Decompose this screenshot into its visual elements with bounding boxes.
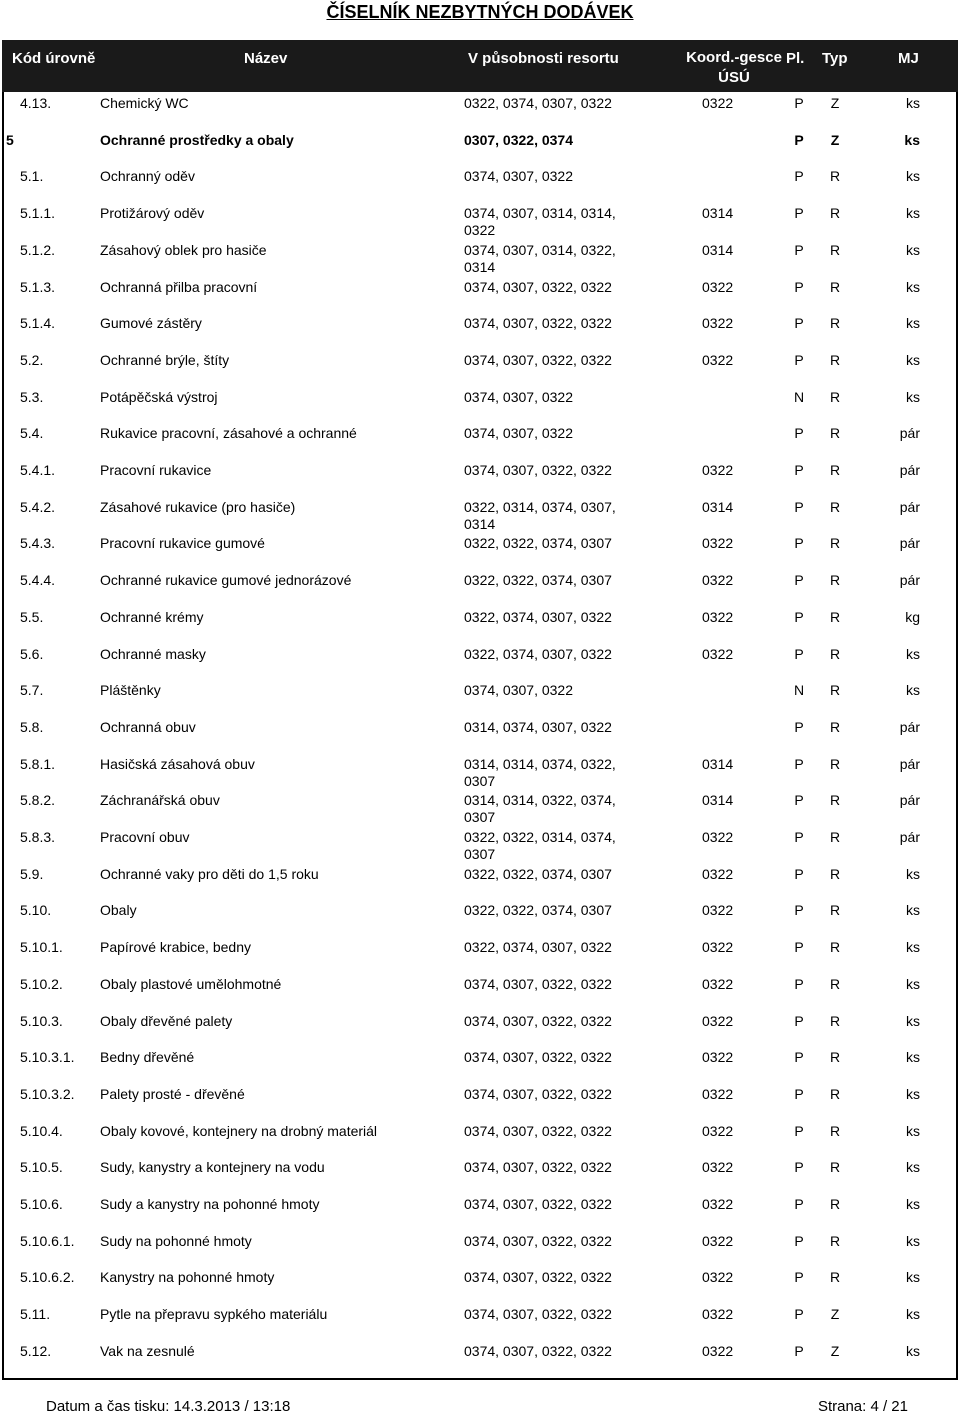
row-plan: P <box>794 902 804 918</box>
row-type: R <box>829 1159 841 1175</box>
row-code: 5.12. <box>20 1343 52 1359</box>
row-unit: pár <box>899 572 920 588</box>
row-name: Obaly kovové, kontejnery na drobný materiál <box>100 1123 378 1139</box>
row-unit: ks <box>906 95 920 111</box>
table-row <box>2 277 958 313</box>
row-departments: 0322, 0374, 0307, 0322 <box>464 939 612 955</box>
table-row <box>2 313 958 349</box>
row-coordinator: 0314 <box>702 792 734 808</box>
row-plan: P <box>794 719 804 735</box>
col-header-typ: Typ <box>822 50 848 67</box>
row-unit: ks <box>906 1306 920 1322</box>
row-coordinator: 0314 <box>702 205 734 221</box>
row-code: 5.10.6.2. <box>20 1269 75 1285</box>
table-row <box>2 864 958 900</box>
row-plan: P <box>794 792 804 808</box>
row-code: 5.10. <box>20 902 52 918</box>
row-type: R <box>829 1123 841 1139</box>
row-coordinator: 0322 <box>702 1306 734 1322</box>
table-row <box>2 1194 958 1230</box>
row-departments: 0322, 0374, 0307, 0322 <box>464 646 612 662</box>
row-type: R <box>829 646 841 662</box>
row-type: Z <box>830 95 840 111</box>
table-row <box>2 387 958 423</box>
row-plan: P <box>794 1343 804 1359</box>
row-coordinator: 0322 <box>702 572 734 588</box>
row-unit: pár <box>899 425 920 441</box>
row-name: Ochranné rukavice gumové jednorázové <box>100 572 352 588</box>
row-type: R <box>829 829 841 845</box>
col-header-koord: Koord.-gesce ÚSÚ <box>686 49 782 86</box>
row-plan: P <box>794 352 804 368</box>
row-departments: 0374, 0307, 0322, 0322 <box>464 1269 612 1285</box>
row-type: R <box>829 168 841 184</box>
row-departments: 0322, 0322, 0374, 0307 <box>464 572 612 588</box>
row-code: 5.2. <box>20 352 44 368</box>
row-unit: ks <box>906 1343 920 1359</box>
row-plan: P <box>794 1233 804 1249</box>
row-unit: pár <box>899 792 920 808</box>
row-code: 5.1.3. <box>20 279 56 295</box>
row-coordinator: 0322 <box>702 279 734 295</box>
row-name: Ochranný oděv <box>100 168 195 184</box>
table-row <box>2 680 958 716</box>
table-row <box>2 1084 958 1120</box>
row-unit: ks <box>906 866 920 882</box>
col-header-vpusobnosti: V působnosti resortu <box>468 50 619 67</box>
row-unit: ks <box>904 132 920 148</box>
row-code: 5.1.4. <box>20 315 56 331</box>
row-type: R <box>829 866 841 882</box>
table-row <box>2 717 958 753</box>
table-row <box>2 790 958 826</box>
row-type: R <box>829 425 841 441</box>
row-name: Záchranářská obuv <box>100 792 220 808</box>
table-row <box>2 607 958 643</box>
row-type: R <box>829 1233 841 1249</box>
table-row <box>2 460 958 496</box>
row-name: Ochranné vaky pro děti do 1,5 roku <box>100 866 319 882</box>
row-unit: ks <box>906 315 920 331</box>
row-name: Pracovní rukavice <box>100 462 212 478</box>
row-name: Potápěčská výstroj <box>100 389 218 405</box>
row-name: Ochranné brýle, štíty <box>100 352 230 368</box>
row-unit: ks <box>906 682 920 698</box>
row-coordinator: 0322 <box>702 866 734 882</box>
row-coordinator: 0322 <box>702 1159 734 1175</box>
row-coordinator: 0322 <box>702 535 734 551</box>
row-code: 5.10.3.2. <box>20 1086 75 1102</box>
row-coordinator: 0322 <box>702 646 734 662</box>
row-departments: 0374, 0307, 0322, 0322 <box>464 1013 612 1029</box>
row-plan: P <box>794 646 804 662</box>
row-unit: ks <box>906 168 920 184</box>
row-type: R <box>829 535 841 551</box>
row-departments: 0374, 0307, 0322, 0322 <box>464 1233 612 1249</box>
page-number: Strana: 4 / 21 <box>817 1398 908 1415</box>
row-type: R <box>829 1269 841 1285</box>
row-unit: ks <box>906 1013 920 1029</box>
row-name: Zásahové rukavice (pro hasiče) <box>100 499 296 515</box>
row-code: 5.8. <box>20 719 44 735</box>
row-plan: P <box>794 756 804 772</box>
table-row <box>2 130 958 166</box>
row-code: 5.10.2. <box>20 976 63 992</box>
row-name: Ochranné krémy <box>100 609 204 625</box>
row-name: Ochranná obuv <box>100 719 196 735</box>
row-plan: P <box>794 976 804 992</box>
table-row <box>2 1047 958 1083</box>
row-code: 5.10.5. <box>20 1159 63 1175</box>
row-coordinator: 0314 <box>702 756 734 772</box>
row-name: Sudy, kanystry a kontejnery na vodu <box>100 1159 325 1175</box>
row-coordinator: 0322 <box>702 1269 734 1285</box>
row-departments: 0322, 0322, 0374, 0307 <box>464 902 612 918</box>
table-row <box>2 350 958 386</box>
row-type: R <box>829 279 841 295</box>
row-unit: pár <box>899 829 920 845</box>
row-departments: 0374, 0307, 0322, 0322 <box>464 1049 612 1065</box>
row-plan: P <box>794 95 804 111</box>
row-coordinator: 0314 <box>702 499 734 515</box>
row-plan: P <box>794 242 804 258</box>
row-type: R <box>829 462 841 478</box>
row-code: 5.1. <box>20 168 44 184</box>
table-row <box>2 754 958 790</box>
row-name: Obaly plastové umělohmotné <box>100 976 282 992</box>
row-departments: 0374, 0307, 0322, 0322 <box>464 1086 612 1102</box>
row-type: R <box>829 572 841 588</box>
row-departments: 0374, 0307, 0322, 0322 <box>464 1196 612 1212</box>
row-unit: ks <box>906 939 920 955</box>
row-type: R <box>829 389 841 405</box>
table-row <box>2 497 958 533</box>
row-departments: 0374, 0307, 0322, 0322 <box>464 1306 612 1322</box>
table-row <box>2 423 958 459</box>
row-departments: 0374, 0307, 0322, 0322 <box>464 279 612 295</box>
row-code: 5.4. <box>20 425 44 441</box>
row-departments: 0322, 0314, 0374, 0307, 0314 <box>464 499 616 532</box>
row-type: Z <box>830 1343 840 1359</box>
row-type: R <box>829 719 841 735</box>
row-code: 5.8.3. <box>20 829 56 845</box>
row-plan: P <box>794 1269 804 1285</box>
row-name: Pláštěnky <box>100 682 161 698</box>
row-departments: 0374, 0307, 0322 <box>464 389 573 405</box>
row-plan: P <box>794 425 804 441</box>
row-unit: pár <box>899 499 920 515</box>
row-code: 5.5. <box>20 609 44 625</box>
row-coordinator: 0322 <box>702 95 734 111</box>
table-row <box>2 203 958 239</box>
row-departments: 0374, 0307, 0322, 0322 <box>464 462 612 478</box>
row-unit: ks <box>906 1233 920 1249</box>
row-name: Gumové zástěry <box>100 315 202 331</box>
row-code: 5.8.2. <box>20 792 56 808</box>
row-coordinator: 0314 <box>702 242 734 258</box>
row-unit: kg <box>905 609 920 625</box>
row-type: R <box>829 1013 841 1029</box>
row-unit: ks <box>906 389 920 405</box>
table-row <box>2 1267 958 1303</box>
row-coordinator: 0322 <box>702 462 734 478</box>
row-name: Hasičská zásahová obuv <box>100 756 255 772</box>
row-departments: 0374, 0307, 0322 <box>464 425 573 441</box>
row-coordinator: 0322 <box>702 315 734 331</box>
row-departments: 0374, 0307, 0322, 0322 <box>464 1343 612 1359</box>
row-type: Z <box>830 132 840 148</box>
row-coordinator: 0322 <box>702 1049 734 1065</box>
row-coordinator: 0322 <box>702 1196 734 1212</box>
table-row <box>2 1011 958 1047</box>
row-name: Pracovní rukavice gumové <box>100 535 265 551</box>
row-departments: 0314, 0314, 0374, 0322, 0307 <box>464 756 616 789</box>
row-departments: 0374, 0307, 0322, 0322 <box>464 315 612 331</box>
row-unit: ks <box>906 352 920 368</box>
row-unit: ks <box>906 646 920 662</box>
row-code: 5.3. <box>20 389 44 405</box>
row-name: Sudy a kanystry na pohonné hmoty <box>100 1196 320 1212</box>
row-name: Palety prosté - dřevěné <box>100 1086 245 1102</box>
row-unit: ks <box>906 1159 920 1175</box>
row-code: 5.11. <box>20 1306 51 1322</box>
row-name: Ochranné masky <box>100 646 206 662</box>
row-plan: P <box>794 1196 804 1212</box>
row-departments: 0314, 0314, 0322, 0374, 0307 <box>464 792 616 825</box>
row-type: R <box>829 242 841 258</box>
row-unit: ks <box>906 242 920 258</box>
row-unit: ks <box>906 1049 920 1065</box>
row-name: Papírové krabice, bedny <box>100 939 251 955</box>
row-plan: P <box>794 462 804 478</box>
row-plan: P <box>794 205 804 221</box>
row-code: 5.8.1. <box>20 756 56 772</box>
row-name: Pracovní obuv <box>100 829 190 845</box>
row-code: 5.10.6. <box>20 1196 63 1212</box>
row-unit: ks <box>906 205 920 221</box>
row-code: 5.9. <box>20 866 44 882</box>
row-departments: 0374, 0307, 0322, 0322 <box>464 1123 612 1139</box>
row-type: R <box>829 976 841 992</box>
row-departments: 0322, 0374, 0307, 0322 <box>464 95 612 111</box>
row-type: R <box>829 902 841 918</box>
row-plan: P <box>794 1159 804 1175</box>
row-plan: P <box>794 866 804 882</box>
row-departments: 0374, 0307, 0314, 0314, 0322 <box>464 205 616 238</box>
row-unit: ks <box>906 279 920 295</box>
row-departments: 0322, 0374, 0307, 0322 <box>464 609 612 625</box>
row-name: Ochranné prostředky a obaly <box>100 132 294 148</box>
row-plan: P <box>794 1123 804 1139</box>
table-row <box>2 644 958 680</box>
row-unit: ks <box>906 902 920 918</box>
row-departments: 0322, 0322, 0374, 0307 <box>464 866 612 882</box>
row-coordinator: 0322 <box>702 1086 734 1102</box>
row-name: Protižárový oděv <box>100 205 205 221</box>
row-type: R <box>829 756 841 772</box>
row-unit: ks <box>906 1123 920 1139</box>
row-name: Rukavice pracovní, zásahové a ochranné <box>100 425 357 441</box>
row-unit: pár <box>899 756 920 772</box>
row-departments: 0322, 0322, 0314, 0374, 0307 <box>464 829 616 862</box>
row-plan: P <box>794 1049 804 1065</box>
row-code: 5.1.1. <box>20 205 56 221</box>
row-type: R <box>829 682 841 698</box>
row-code: 5.1.2. <box>20 242 56 258</box>
row-plan: P <box>794 572 804 588</box>
row-plan: P <box>794 279 804 295</box>
row-type: R <box>829 352 841 368</box>
col-header-pl: Pl. <box>786 50 805 67</box>
table-row <box>2 1157 958 1193</box>
row-code: 5.6. <box>20 646 44 662</box>
row-name: Ochranná přilba pracovní <box>100 279 258 295</box>
row-name: Pytle na přepravu sypkého materiálu <box>100 1306 328 1322</box>
col-header-kod: Kód úrovně <box>12 50 96 67</box>
row-name: Vak na zesnulé <box>100 1343 195 1359</box>
row-type: R <box>829 315 841 331</box>
row-type: R <box>829 939 841 955</box>
row-plan: P <box>794 829 804 845</box>
row-plan: P <box>794 315 804 331</box>
row-coordinator: 0322 <box>702 1123 734 1139</box>
row-name: Obaly <box>100 902 137 918</box>
row-coordinator: 0322 <box>702 1233 734 1249</box>
table-row <box>2 937 958 973</box>
table-row <box>2 570 958 606</box>
row-code: 5.10.6.1. <box>20 1233 75 1249</box>
row-code: 5.4.3. <box>20 535 56 551</box>
row-code: 5.10.3. <box>20 1013 63 1029</box>
row-plan: P <box>794 168 804 184</box>
table-row <box>2 1231 958 1267</box>
row-departments: 0374, 0307, 0322, 0322 <box>464 352 612 368</box>
page-title: ČÍSELNÍK NEZBYTNÝCH DODÁVEK <box>326 2 634 22</box>
table-row <box>2 1304 958 1340</box>
row-plan: N <box>793 682 805 698</box>
col-header-mj: MJ <box>898 50 919 67</box>
row-plan: P <box>794 1086 804 1102</box>
table-row <box>2 827 958 863</box>
table-row <box>2 900 958 936</box>
row-departments: 0322, 0322, 0374, 0307 <box>464 535 612 551</box>
row-unit: pár <box>899 719 920 735</box>
row-code: 5.4.1. <box>20 462 56 478</box>
row-departments: 0374, 0307, 0322, 0322 <box>464 1159 612 1175</box>
row-departments: 0374, 0307, 0314, 0322, 0314 <box>464 242 616 275</box>
table-row <box>2 1341 958 1377</box>
row-departments: 0314, 0374, 0307, 0322 <box>464 719 612 735</box>
row-plan: P <box>794 939 804 955</box>
row-departments: 0374, 0307, 0322, 0322 <box>464 976 612 992</box>
table-row <box>2 533 958 569</box>
table-row <box>2 1121 958 1157</box>
row-coordinator: 0322 <box>702 609 734 625</box>
row-unit: pár <box>899 462 920 478</box>
row-coordinator: 0322 <box>702 829 734 845</box>
row-plan: N <box>793 389 805 405</box>
row-unit: ks <box>906 976 920 992</box>
col-header-nazev: Název <box>244 50 288 67</box>
row-code: 5.4.4. <box>20 572 56 588</box>
row-type: R <box>829 205 841 221</box>
row-name: Obaly dřevěné palety <box>100 1013 233 1029</box>
row-code: 5.7. <box>20 682 44 698</box>
row-plan: P <box>794 535 804 551</box>
row-type: R <box>829 1049 841 1065</box>
table-row <box>2 93 958 129</box>
row-plan: P <box>794 1306 804 1322</box>
row-coordinator: 0322 <box>702 976 734 992</box>
table-row <box>2 166 958 202</box>
row-code: 4.13. <box>20 95 52 111</box>
row-plan: P <box>794 499 804 515</box>
table-row <box>2 974 958 1010</box>
row-code: 5.10.3.1. <box>20 1049 75 1065</box>
row-plan: P <box>794 1013 804 1029</box>
row-name: Chemický WC <box>100 95 189 111</box>
table-row <box>2 240 958 276</box>
row-plan: P <box>794 132 804 148</box>
row-code: 5.10.1. <box>20 939 63 955</box>
row-type: R <box>829 792 841 808</box>
row-unit: ks <box>906 1086 920 1102</box>
row-code: 5.4.2. <box>20 499 56 515</box>
row-departments: 0374, 0307, 0322 <box>464 682 573 698</box>
row-coordinator: 0322 <box>702 939 734 955</box>
row-plan: P <box>794 609 804 625</box>
row-type: R <box>829 499 841 515</box>
row-name: Bedny dřevěné <box>100 1049 195 1065</box>
row-type: R <box>829 1086 841 1102</box>
row-departments: 0374, 0307, 0322 <box>464 168 573 184</box>
table-header <box>2 40 958 92</box>
row-coordinator: 0322 <box>702 902 734 918</box>
row-coordinator: 0322 <box>702 1013 734 1029</box>
row-code: 5 <box>6 132 14 148</box>
row-type: R <box>829 1196 841 1212</box>
print-date: Datum a čas tisku: 14.3.2013 / 13:18 <box>46 1398 291 1415</box>
row-type: Z <box>830 1306 840 1322</box>
row-name: Zásahový oblek pro hasiče <box>100 242 267 258</box>
row-unit: ks <box>906 1196 920 1212</box>
row-code: 5.10.4. <box>20 1123 63 1139</box>
row-coordinator: 0322 <box>702 352 734 368</box>
row-unit: ks <box>906 1269 920 1285</box>
row-departments: 0307, 0322, 0374 <box>464 132 573 148</box>
row-type: R <box>829 609 841 625</box>
row-unit: pár <box>899 535 920 551</box>
row-coordinator: 0322 <box>702 1343 734 1359</box>
row-name: Sudy na pohonné hmoty <box>100 1233 252 1249</box>
row-name: Kanystry na pohonné hmoty <box>100 1269 275 1285</box>
